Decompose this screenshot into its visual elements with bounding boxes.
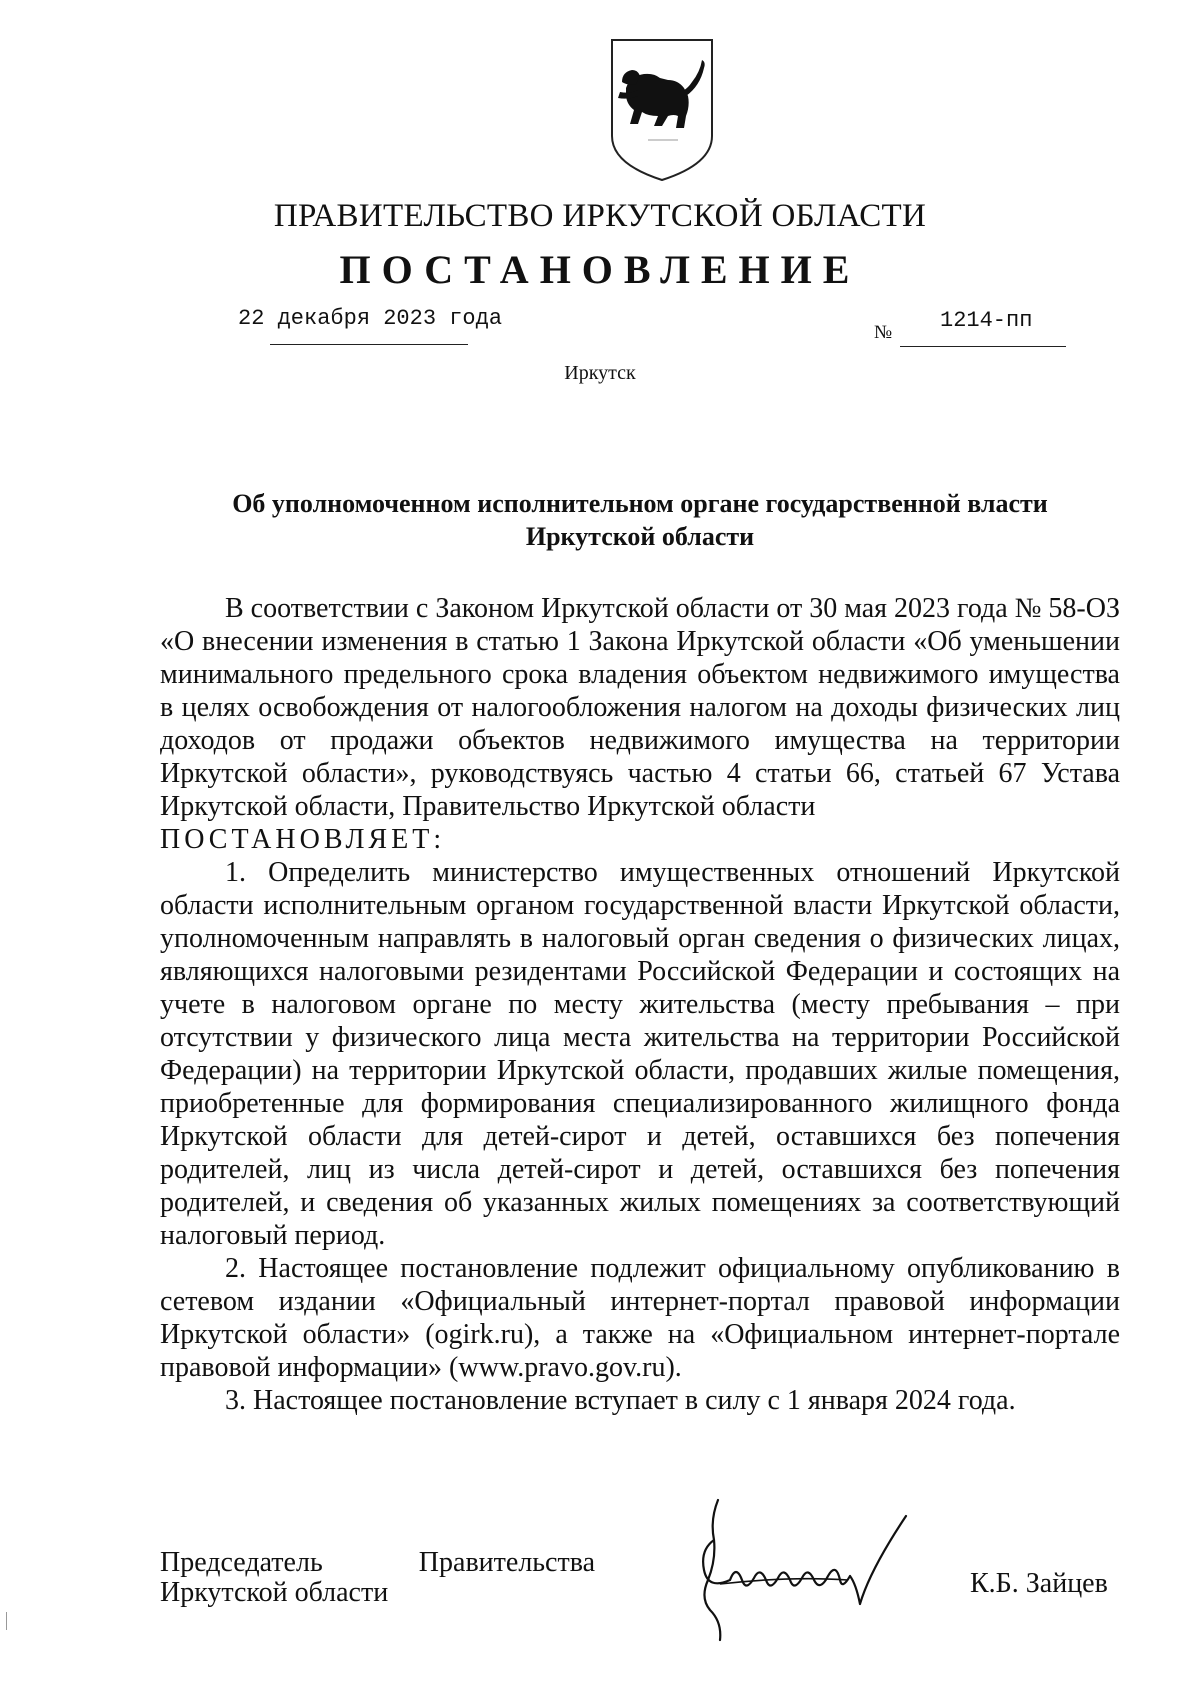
number-sign: № (874, 322, 893, 343)
signer-title-word-1: Председатель (160, 1547, 323, 1578)
item-2-paragraph: 2. Настоящее постановление подлежит официальному опубликованию в сетевом издании «Официальный интернет-портал правовой информации Иркутской области» (ogirk.ru), а также на «Официальном интернет-портале правовой информации» (www.pravo.gov.ru). (160, 1253, 1120, 1383)
heading-line-1: Об уполномоченном исполнительном органе государственной власти (232, 489, 1048, 518)
document-heading (160, 487, 1120, 553)
item-1-paragraph: 1. Определить министерство имущественных отношений Иркутской области исполнительным органом государственной власти Иркутской области, уполномоченным направлять в налоговый орган сведения о физических лицах, являющихся налоговыми резидентами Российской Федерации и состоящих на учете в налоговом органе по месту жительства (месту пребывания – при отсутствии у физического лица места жительства на территории Российской Федерации) на территории Иркутской области, продавших жилые помещения, приобретенные для формирования специализированного жилищного фонда Иркутской области для детей-сирот и детей, оставшихся без попечения родителей, лиц из числа детей-сирот и детей, оставшихся без попечения родителей, и сведения об указанных жилых помещениях за соответствующий налоговый период. (160, 857, 1120, 1251)
document-body (160, 592, 1120, 1417)
number-underline (900, 346, 1066, 347)
preamble-paragraph: В соответствии с Законом Иркутской области от 30 мая 2023 года № 58-ОЗ «О внесении изменения в статью 1 Закона Иркутской области «Об уменьшении минимального предельного срока владения объектом недвижимого имущества в целях освобождения от налогообложения налогом на доходы физических лиц доходов от продажи объектов недвижимого имущества на территории Иркутской области», руководствуясь частью 4 статьи 66, статьей 67 Устава Иркутской области, Правительство Иркутской области (160, 593, 1120, 822)
scan-edge-mark (6, 1612, 7, 1630)
city-name: Иркутск (564, 362, 636, 384)
decree-word: ПОСТАНОВЛЯЕТ: (160, 824, 446, 855)
signer-title (160, 1548, 595, 1608)
government-title: ПРАВИТЕЛЬСТВО ИРКУТСКОЙ ОБЛАСТИ (273, 198, 927, 234)
coat-of-arms-emblem (608, 36, 716, 184)
handwritten-signature (670, 1480, 930, 1650)
document-number: 1214-пп (940, 308, 1033, 333)
item-3-paragraph: 3. Настоящее постановление вступает в силу с 1 января 2024 года. (225, 1385, 1016, 1416)
heading-line-2: Иркутской области (525, 522, 755, 551)
signer-title-line-2: Иркутской области (160, 1577, 389, 1608)
signer-title-word-2: Правительства (418, 1547, 595, 1578)
date-underline (270, 344, 468, 345)
document-date: 22 декабря 2023 года (238, 306, 503, 331)
document-type-title: ПОСТАНОВЛЕНИЕ (339, 247, 861, 292)
signer-name: К.Б. Зайцев (970, 1568, 1108, 1599)
